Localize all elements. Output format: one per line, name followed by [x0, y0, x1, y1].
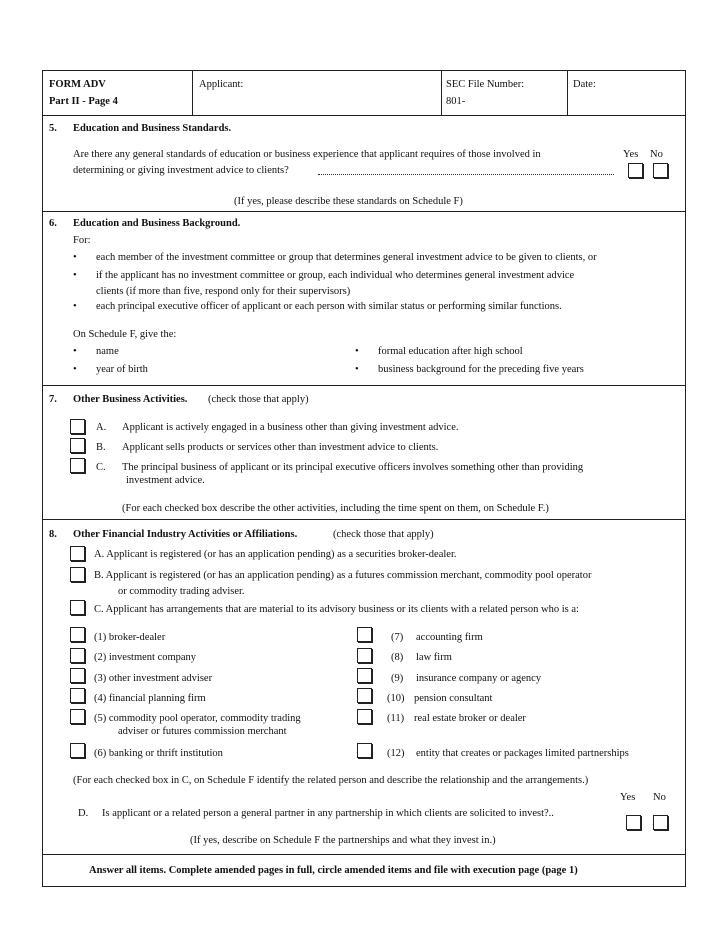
s8-c5-checkbox[interactable]: [70, 709, 85, 724]
s8-c1-checkbox[interactable]: [70, 627, 85, 642]
s8-c11-number: (11): [387, 713, 405, 724]
footer-instructions: Answer all items. Complete amended pages in full, circle amended items and file with execution page (page 1): [89, 865, 578, 876]
s8-c4-checkbox[interactable]: [70, 688, 85, 703]
s8-c3-label: (3) other investment adviser: [94, 673, 213, 684]
s7-b-checkbox[interactable]: [70, 438, 85, 453]
s5-no-label: No: [650, 149, 663, 160]
s8-d-yes-checkbox[interactable]: [626, 815, 641, 830]
s8-note-c: (For each checked box in C, on Schedule F identify the related person and describe the relationship and the arrangements.): [73, 775, 589, 786]
s8-c10-label: pension consultant: [414, 693, 493, 704]
s8-c4-label: (4) financial planning firm: [94, 693, 206, 704]
s8-c11-label: real estate broker or dealer: [414, 713, 526, 724]
s5-yes-checkbox[interactable]: [628, 163, 643, 178]
date-label: Date:: [573, 79, 596, 90]
s8-b-text1: B. Applicant is registered (or has an application pending) as a futures commission merchant, commodity pool operator: [94, 570, 592, 581]
s7-c-letter: C.: [96, 462, 106, 473]
s6-give: On Schedule F, give the:: [73, 329, 177, 340]
sec-file-label: SEC File Number:: [446, 79, 525, 90]
s8-c2-label: (2) investment company: [94, 652, 197, 663]
s7-a-checkbox[interactable]: [70, 419, 85, 434]
header-bottom-rule: [42, 115, 685, 116]
s8-c5-label-cont: adviser or futures commission merchant: [118, 726, 287, 737]
s8-a-text: A. Applicant is registered (or has an application pending) as a securities broker-dealer.: [94, 549, 457, 560]
bullet: •: [73, 364, 77, 375]
s8-a-checkbox[interactable]: [70, 546, 85, 561]
part-page: Part II - Page 4: [49, 96, 118, 107]
s8-c12-label: entity that creates or packages limited partnerships: [416, 748, 629, 759]
s8-title: Other Financial Industry Activities or Affiliations.: [73, 529, 298, 540]
s6-give-birth: year of birth: [96, 364, 148, 375]
s6-bullet2: if the applicant has no investment committee or group, each individual who determines general investment advice: [96, 270, 575, 281]
s6-bullet2-cont: clients (if more than five, respond only for their supervisors): [96, 286, 351, 297]
s8-c6-label: (6) banking or thrift institution: [94, 748, 223, 759]
s7-c-text2: investment advice.: [126, 475, 205, 486]
s6-bottom-rule: [42, 385, 685, 386]
s8-c10-checkbox[interactable]: [357, 688, 372, 703]
s8-c9-number: (9): [391, 673, 404, 684]
s7-title: Other Business Activities.: [73, 394, 188, 405]
s8-c3-checkbox[interactable]: [70, 668, 85, 683]
s7-c-text1: The principal business of applicant or its principal executive officers involves something other than providing: [122, 462, 584, 473]
s8-title-note: (check those that apply): [333, 529, 434, 540]
s6-title: Education and Business Background.: [73, 218, 241, 229]
s6-give-education: formal education after high school: [378, 346, 523, 357]
s7-a-letter: A.: [96, 422, 107, 433]
s7-b-letter: B.: [96, 442, 106, 453]
bullet: •: [73, 301, 77, 312]
s7-title-note: (check those that apply): [208, 394, 309, 405]
s8-c10-number: (10): [387, 693, 405, 704]
s5-question-line2: determining or giving investment advice to clients?: [73, 165, 289, 176]
s8-note-d: (If yes, describe on Schedule F the partnerships and what they invest in.): [190, 835, 496, 846]
s5-title: Education and Business Standards.: [73, 123, 232, 134]
s8-c-checkbox[interactable]: [70, 600, 85, 615]
s8-d-letter: D.: [78, 808, 89, 819]
s8-c2-checkbox[interactable]: [70, 648, 85, 663]
s8-c7-checkbox[interactable]: [357, 627, 372, 642]
s8-no-label: No: [653, 792, 666, 803]
bullet: •: [355, 346, 359, 357]
s6-give-background: business background for the preceding five years: [378, 364, 584, 375]
bullet: •: [73, 346, 77, 357]
s8-bottom-rule: [42, 854, 685, 855]
s7-note: (For each checked box describe the other activities, including the time spent on them, on Schedule F.): [122, 503, 549, 514]
bullet: •: [73, 252, 77, 263]
s8-c9-label: insurance company or agency: [416, 673, 542, 684]
s8-c8-number: (8): [391, 652, 404, 663]
s8-b-checkbox[interactable]: [70, 567, 85, 582]
s5-no-checkbox[interactable]: [653, 163, 668, 178]
s8-c6-checkbox[interactable]: [70, 743, 85, 758]
s5-number: 5.: [49, 123, 57, 134]
s8-c1-label: (1) broker-dealer: [94, 632, 166, 643]
s5-question-line1: Are there any general standards of education or business experience that applicant requires of those involved in: [73, 149, 541, 160]
bullet: •: [355, 364, 359, 375]
s8-c9-checkbox[interactable]: [357, 668, 372, 683]
s5-note: (If yes, please describe these standards on Schedule F): [234, 196, 463, 207]
s7-number: 7.: [49, 394, 57, 405]
s8-c12-checkbox[interactable]: [357, 743, 372, 758]
bullet: •: [73, 270, 77, 281]
s5-leader-dots: [318, 174, 614, 175]
header-divider-2: [441, 70, 442, 115]
header-divider-1: [192, 70, 193, 115]
s5-bottom-rule: [42, 211, 685, 212]
sec-file-value: 801-: [446, 96, 466, 107]
s7-bottom-rule: [42, 519, 685, 520]
s8-yes-label: Yes: [620, 792, 636, 803]
s6-give-name: name: [96, 346, 119, 357]
s8-c-text: C. Applicant has arrangements that are material to its advisory business or its clients with a related person who is a:: [94, 604, 579, 615]
applicant-label: Applicant:: [199, 79, 244, 90]
s8-c11-checkbox[interactable]: [357, 709, 372, 724]
form-title: FORM ADV: [49, 79, 106, 90]
s7-a-text: Applicant is actively engaged in a business other than giving investment advice.: [122, 422, 459, 433]
s6-for: For:: [73, 235, 91, 246]
s6-bullet3: each principal executive officer of applicant or each person with similar status or performing similar functions.: [96, 301, 562, 312]
s7-b-text: Applicant sells products or services other than investment advice to clients.: [122, 442, 439, 453]
s8-c12-number: (12): [387, 748, 405, 759]
s6-number: 6.: [49, 218, 57, 229]
s8-d-text: Is applicant or a related person a general partner in any partnership in which clients are solicited to invest?..: [102, 808, 554, 819]
s8-number: 8.: [49, 529, 57, 540]
s8-d-no-checkbox[interactable]: [653, 815, 668, 830]
s7-c-checkbox[interactable]: [70, 458, 85, 473]
s8-b-text2: or commodity trading adviser.: [118, 586, 245, 597]
s8-c5-label: (5) commodity pool operator, commodity trading: [94, 713, 301, 724]
header-divider-3: [567, 70, 568, 115]
s8-c7-label: accounting firm: [416, 632, 483, 643]
s5-yes-label: Yes: [623, 149, 639, 160]
s6-bullet1: each member of the investment committee or group that determines general investment advice to be given to clients, or: [96, 252, 597, 263]
s8-c8-label: law firm: [416, 652, 452, 663]
s8-c7-number: (7): [391, 632, 404, 643]
s8-c8-checkbox[interactable]: [357, 648, 372, 663]
